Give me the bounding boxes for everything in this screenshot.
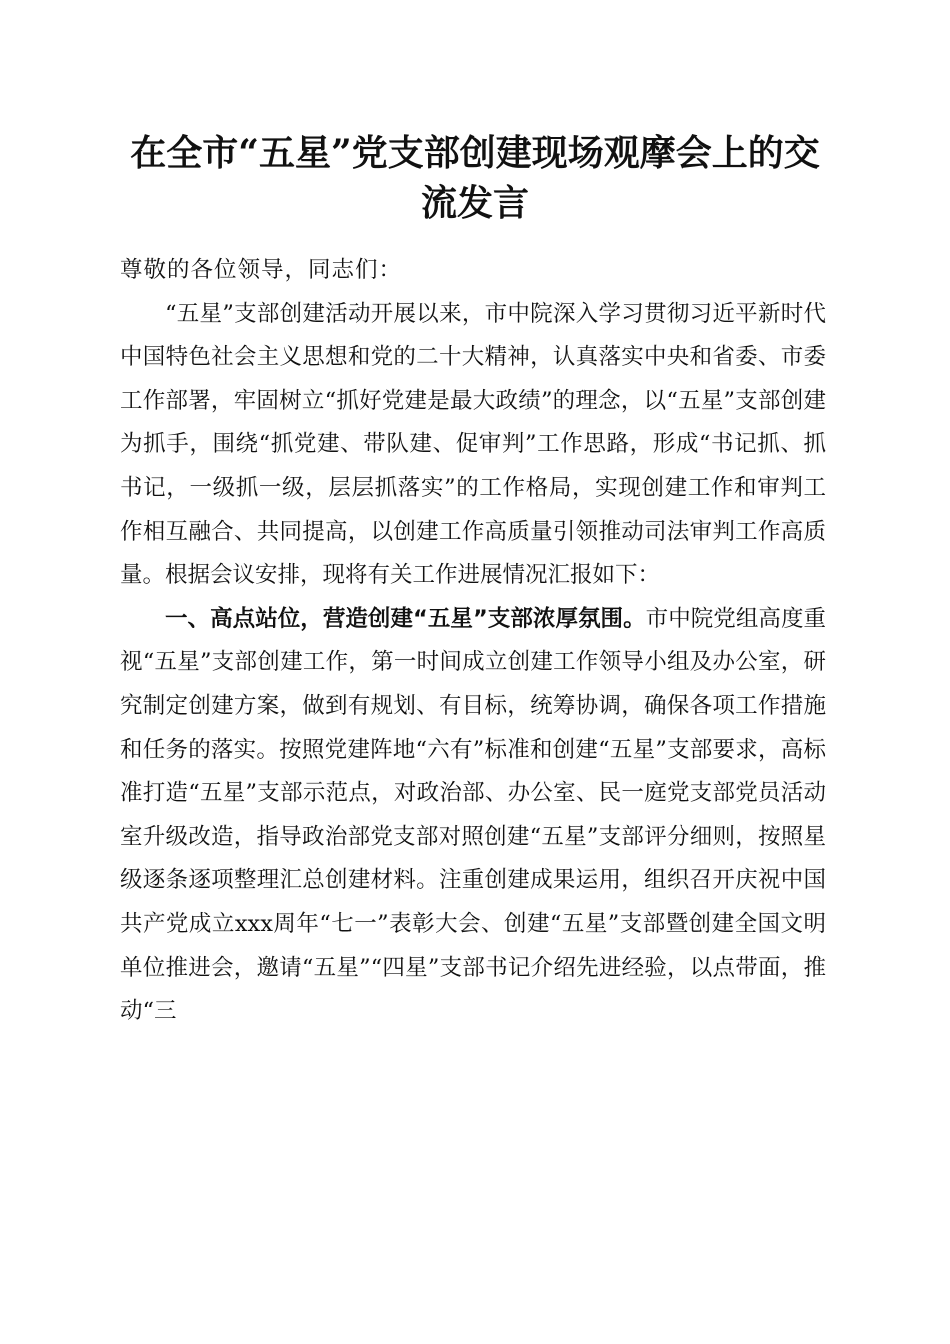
paragraph-section-1	[120, 598, 826, 1034]
section-1-text: 市中院党组高度重视“五星”支部创建工作，第一时间成立创建工作领导小组及办公室，研究制定创建方案，做到有规划、有目标，统筹协调，确保各项工作措施和任务的落实。按照党建阵地“六有”标准和创建“五星”支部要求，高标准打造“五星”支部示范点，对政治部、办公室、民一庭党支部党员活动室升级改造，指导政治部党支部对照创建“五星”支部评分细则，按照星级逐条逐项整理汇总创建材料。注重创建成果运用，组织召开庆祝中国共产党成立xxx周年“七一”表彰大会、创建“五星”支部暨创建全国文明单位推进会，邀请“五星”“四星”支部书记介绍先进经验，以点带面，推动“三	[120, 605, 826, 1025]
paragraph-intro: “五星”支部创建活动开展以来，市中院深入学习贯彻习近平新时代中国特色社会主义思想和党的二十大精神，认真落实中央和省委、市委工作部署，牢固树立“抓好党建是最大政绩”的理念，以“五星”支部创建为抓手，围绕“抓党建、带队建、促审判”工作思路，形成“书记抓、抓书记，一级抓一级，层层抓落实”的工作格局，实现创建工作和审判工作相互融合、共同提高，以创建工作高质量引领推动司法审判工作高质量。根据会议安排，现将有关工作进展情况汇报如下：	[120, 300, 826, 589]
title-line-2: 流发言	[420, 182, 529, 224]
title-line-1: 在全市“五星”党支部创建现场观摩会上的交	[130, 132, 820, 174]
section-1-heading: 一、高点站位，营造创建“五星”支部浓厚氛围。	[165, 605, 646, 632]
document-title	[110, 128, 840, 228]
document-body	[120, 249, 826, 1034]
salutation: 尊敬的各位领导，同志们：	[120, 257, 403, 283]
